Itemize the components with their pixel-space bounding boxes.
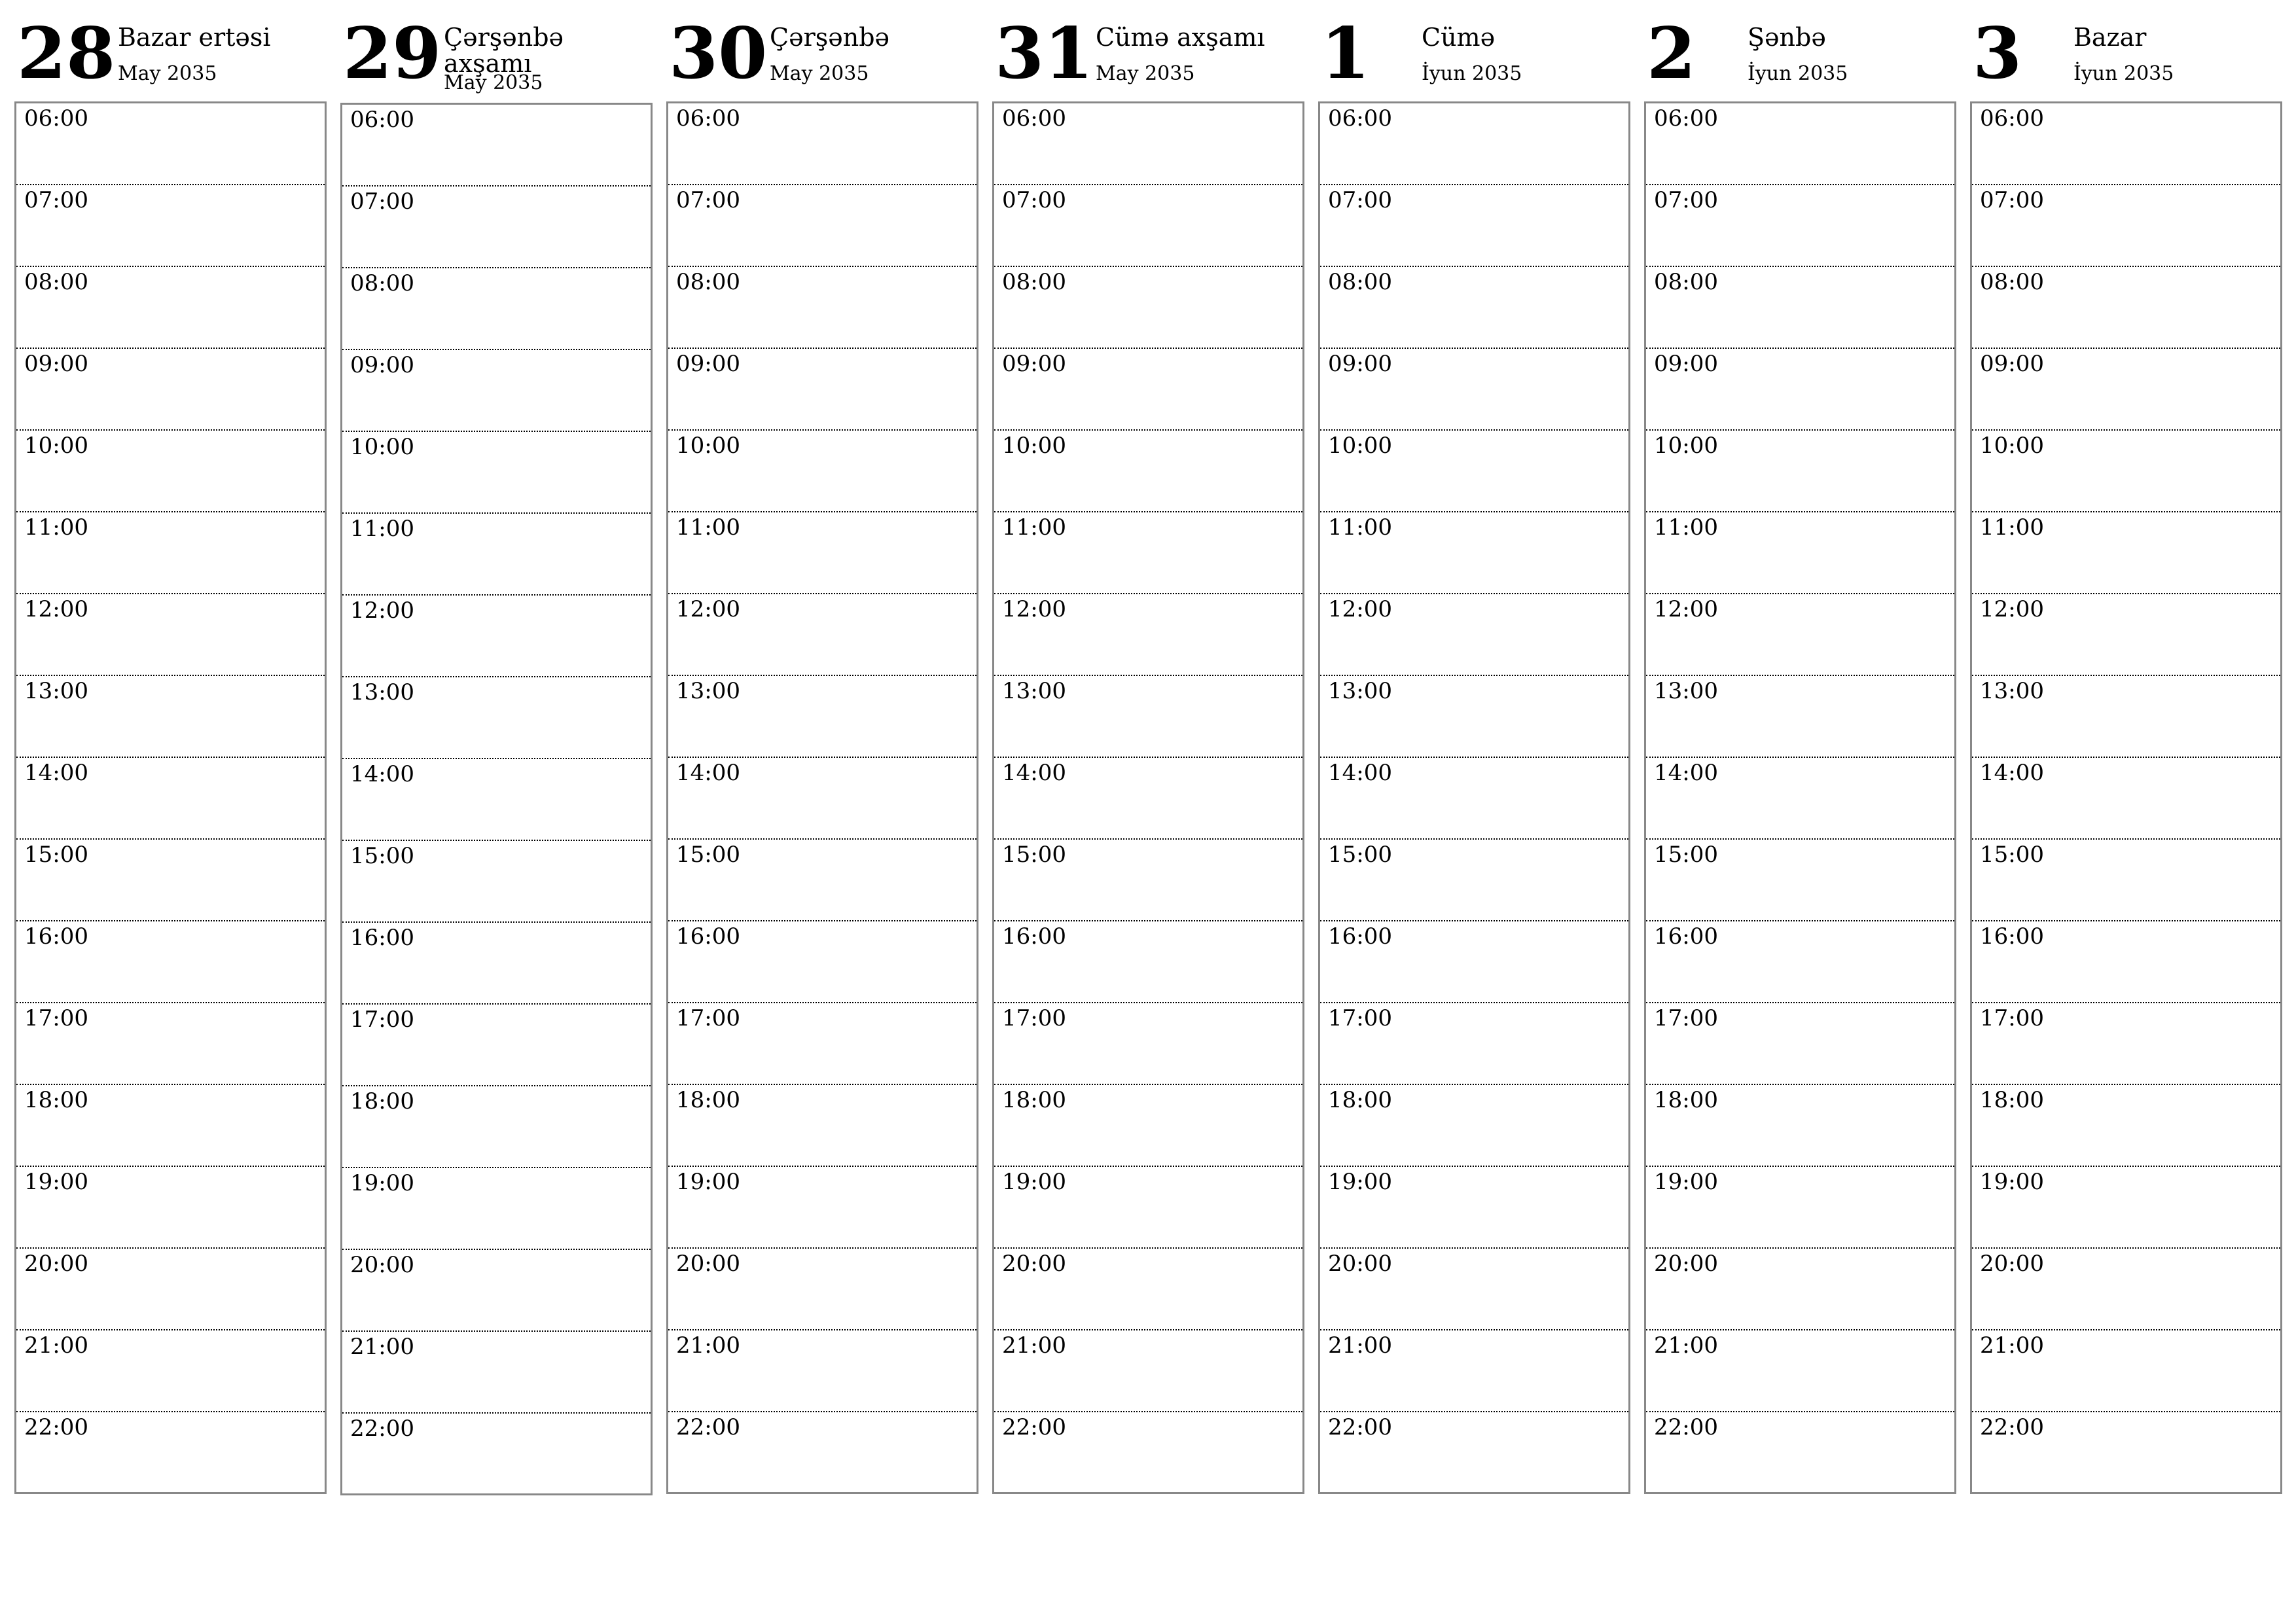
hour-slot[interactable] [1972, 185, 2280, 267]
time-label: 11:00 [1654, 514, 1718, 541]
hour-slot[interactable] [342, 350, 651, 432]
time-label: 11:00 [350, 516, 414, 542]
time-label: 12:00 [1654, 596, 1718, 622]
hour-slot[interactable] [1646, 185, 1954, 267]
time-label: 10:00 [1654, 433, 1718, 459]
hour-slot[interactable] [994, 267, 1302, 349]
hour-slot[interactable] [1972, 676, 2280, 758]
hour-slot[interactable] [668, 185, 977, 267]
hour-slot[interactable] [1320, 185, 1628, 267]
day-column [666, 0, 980, 1505]
hour-slot[interactable] [668, 1003, 977, 1085]
time-label: 14:00 [676, 760, 740, 786]
time-label: 08:00 [1654, 269, 1718, 295]
time-label: 22:00 [1980, 1414, 2044, 1440]
time-label: 17:00 [1002, 1005, 1066, 1031]
time-label: 15:00 [1980, 842, 2044, 868]
hour-slot[interactable] [994, 840, 1302, 921]
time-label: 07:00 [1002, 187, 1066, 213]
time-label: 22:00 [676, 1414, 740, 1440]
day-column [14, 0, 329, 1505]
time-label: 18:00 [1328, 1087, 1392, 1113]
hour-slot[interactable] [1972, 1003, 2280, 1085]
hour-slot[interactable] [1320, 349, 1628, 431]
hour-slot[interactable] [1320, 758, 1628, 840]
hour-grid [1644, 101, 1956, 1494]
time-label: 11:00 [1002, 514, 1066, 541]
time-label: 22:00 [24, 1414, 88, 1440]
day-month: İyun 2035 [1422, 62, 1522, 85]
hour-slot[interactable] [1646, 921, 1954, 1003]
time-label: 21:00 [24, 1332, 88, 1359]
time-label: 18:00 [24, 1087, 88, 1113]
hour-slot[interactable] [1972, 840, 2280, 921]
time-label: 16:00 [1980, 923, 2044, 950]
hour-slot[interactable] [1972, 1085, 2280, 1167]
hour-slot[interactable] [668, 1249, 977, 1330]
hour-slot[interactable] [1646, 1003, 1954, 1085]
hour-slot[interactable] [1972, 1167, 2280, 1249]
hour-slot[interactable] [994, 676, 1302, 758]
time-label: 13:00 [1002, 678, 1066, 704]
time-label: 15:00 [24, 842, 88, 868]
hour-slot[interactable] [994, 1330, 1302, 1412]
time-label: 10:00 [1002, 433, 1066, 459]
time-label: 15:00 [350, 843, 414, 869]
hour-slot[interactable] [342, 268, 651, 350]
time-label: 20:00 [1654, 1251, 1718, 1277]
time-label: 20:00 [350, 1252, 414, 1278]
hour-slot[interactable] [994, 921, 1302, 1003]
day-number: 28 [17, 12, 116, 95]
time-label: 21:00 [1654, 1332, 1718, 1359]
time-label: 21:00 [350, 1334, 414, 1360]
hour-slot[interactable] [342, 514, 651, 596]
day-name: Şənbə [1748, 23, 1826, 52]
hour-slot[interactable] [1320, 921, 1628, 1003]
hour-slot[interactable] [668, 349, 977, 431]
time-label: 12:00 [676, 596, 740, 622]
hour-slot[interactable] [1972, 758, 2280, 840]
hour-slot[interactable] [1646, 349, 1954, 431]
day-number: 30 [669, 12, 768, 95]
time-label: 14:00 [24, 760, 88, 786]
hour-slot[interactable] [16, 185, 325, 267]
day-month: May 2035 [770, 62, 869, 85]
time-label: 06:00 [676, 105, 740, 132]
hour-slot[interactable] [1320, 1412, 1628, 1494]
time-label: 19:00 [1980, 1169, 2044, 1195]
time-label: 18:00 [1002, 1087, 1066, 1113]
time-label: 13:00 [24, 678, 88, 704]
hour-slot[interactable] [1646, 840, 1954, 921]
day-number: 3 [1973, 12, 2022, 95]
time-label: 18:00 [1980, 1087, 2044, 1113]
hour-slot[interactable] [1646, 1167, 1954, 1249]
time-label: 21:00 [1328, 1332, 1392, 1359]
day-header [1318, 0, 1632, 98]
time-label: 06:00 [1654, 105, 1718, 132]
time-label: 16:00 [24, 923, 88, 950]
time-label: 16:00 [1328, 923, 1392, 950]
time-label: 08:00 [1002, 269, 1066, 295]
hour-slot[interactable] [342, 1332, 651, 1414]
time-label: 07:00 [1328, 187, 1392, 213]
time-label: 08:00 [676, 269, 740, 295]
hour-slot[interactable] [994, 1167, 1302, 1249]
hour-slot[interactable] [1972, 349, 2280, 431]
time-label: 17:00 [1328, 1005, 1392, 1031]
hour-slot[interactable] [16, 431, 325, 512]
time-label: 11:00 [1980, 514, 2044, 541]
hour-slot[interactable] [342, 923, 651, 1005]
time-label: 06:00 [1002, 105, 1066, 132]
hour-slot[interactable] [16, 103, 325, 185]
hour-slot[interactable] [1972, 1249, 2280, 1330]
hour-slot[interactable] [1646, 676, 1954, 758]
day-name: Bazar ertəsi [118, 23, 271, 52]
time-label: 09:00 [1002, 351, 1066, 377]
day-name: Çərşənbə axşamı [444, 23, 564, 78]
hour-slot[interactable] [16, 1412, 325, 1494]
time-label: 20:00 [1980, 1251, 2044, 1277]
hour-slot[interactable] [1320, 1167, 1628, 1249]
time-label: 08:00 [350, 270, 414, 296]
hour-slot[interactable] [668, 676, 977, 758]
day-name: Cümə axşamı [1096, 23, 1265, 52]
time-label: 13:00 [1328, 678, 1392, 704]
time-label: 13:00 [350, 679, 414, 705]
hour-slot[interactable] [1972, 512, 2280, 594]
day-number: 2 [1647, 12, 1696, 95]
hour-slot[interactable] [668, 103, 977, 185]
hour-slot[interactable] [1646, 512, 1954, 594]
hour-slot[interactable] [1320, 1249, 1628, 1330]
hour-slot[interactable] [994, 185, 1302, 267]
day-month: May 2035 [1096, 62, 1195, 85]
time-label: 06:00 [1328, 105, 1392, 132]
time-label: 20:00 [1328, 1251, 1392, 1277]
time-label: 09:00 [350, 352, 414, 378]
hour-slot[interactable] [668, 1412, 977, 1494]
time-label: 18:00 [350, 1088, 414, 1115]
hour-slot[interactable] [1646, 1330, 1954, 1412]
hour-grid [340, 103, 653, 1495]
hour-slot[interactable] [1646, 1085, 1954, 1167]
time-label: 17:00 [676, 1005, 740, 1031]
hour-slot[interactable] [342, 432, 651, 514]
day-name: Çərşənbə [770, 23, 890, 52]
hour-grid [666, 101, 978, 1494]
hour-slot[interactable] [1972, 431, 2280, 512]
time-label: 10:00 [676, 433, 740, 459]
hour-slot[interactable] [342, 677, 651, 759]
time-label: 13:00 [1654, 678, 1718, 704]
time-label: 07:00 [350, 188, 414, 215]
hour-slot[interactable] [668, 512, 977, 594]
hour-slot[interactable] [1972, 103, 2280, 185]
time-label: 15:00 [1002, 842, 1066, 868]
hour-slot[interactable] [342, 1414, 651, 1495]
time-label: 11:00 [1328, 514, 1392, 541]
day-header [340, 0, 655, 98]
hour-slot[interactable] [1972, 267, 2280, 349]
day-month: May 2035 [118, 62, 217, 85]
time-label: 10:00 [1980, 433, 2044, 459]
day-column [1970, 0, 2284, 1505]
time-label: 16:00 [1654, 923, 1718, 950]
day-name: Cümə [1422, 23, 1496, 52]
time-label: 21:00 [676, 1332, 740, 1359]
hour-slot[interactable] [342, 759, 651, 841]
hour-slot[interactable] [342, 841, 651, 923]
day-month: İyun 2035 [2073, 62, 2174, 85]
hour-slot[interactable] [668, 1085, 977, 1167]
hour-slot[interactable] [16, 1330, 325, 1412]
hour-slot[interactable] [342, 1005, 651, 1086]
day-number: 31 [995, 12, 1094, 95]
time-label: 07:00 [1980, 187, 2044, 213]
hour-slot[interactable] [668, 594, 977, 676]
hour-slot[interactable] [16, 1249, 325, 1330]
time-label: 18:00 [1654, 1087, 1718, 1113]
hour-slot[interactable] [1320, 594, 1628, 676]
time-label: 14:00 [1328, 760, 1392, 786]
hour-slot[interactable] [1646, 758, 1954, 840]
time-label: 20:00 [676, 1251, 740, 1277]
time-label: 14:00 [350, 761, 414, 787]
time-label: 19:00 [350, 1170, 414, 1196]
time-label: 06:00 [24, 105, 88, 132]
hour-slot[interactable] [994, 758, 1302, 840]
hour-slot[interactable] [16, 267, 325, 349]
hour-slot[interactable] [16, 676, 325, 758]
time-label: 08:00 [1328, 269, 1392, 295]
hour-slot[interactable] [668, 431, 977, 512]
hour-slot[interactable] [1972, 921, 2280, 1003]
hour-slot[interactable] [1646, 267, 1954, 349]
time-label: 08:00 [24, 269, 88, 295]
hour-slot[interactable] [668, 840, 977, 921]
time-label: 16:00 [350, 925, 414, 951]
time-label: 16:00 [676, 923, 740, 950]
time-label: 07:00 [24, 187, 88, 213]
hour-slot[interactable] [1320, 676, 1628, 758]
hour-slot[interactable] [1320, 1085, 1628, 1167]
hour-grid [1318, 101, 1630, 1494]
time-label: 06:00 [1980, 105, 2044, 132]
time-label: 12:00 [24, 596, 88, 622]
hour-slot[interactable] [668, 758, 977, 840]
time-label: 10:00 [1328, 433, 1392, 459]
time-label: 19:00 [1328, 1169, 1392, 1195]
hour-slot[interactable] [342, 596, 651, 677]
time-label: 15:00 [1654, 842, 1718, 868]
time-label: 17:00 [1980, 1005, 2044, 1031]
hour-slot[interactable] [1320, 103, 1628, 185]
hour-grid [1970, 101, 2282, 1494]
hour-grid [992, 101, 1304, 1494]
day-column [340, 0, 655, 1505]
time-label: 21:00 [1002, 1332, 1066, 1359]
hour-slot[interactable] [16, 758, 325, 840]
time-label: 09:00 [24, 351, 88, 377]
hour-slot[interactable] [1320, 1330, 1628, 1412]
time-label: 20:00 [1002, 1251, 1066, 1277]
hour-slot[interactable] [994, 431, 1302, 512]
hour-slot[interactable] [668, 921, 977, 1003]
time-label: 19:00 [24, 1169, 88, 1195]
hour-slot[interactable] [16, 594, 325, 676]
time-label: 22:00 [1654, 1414, 1718, 1440]
hour-slot[interactable] [342, 1250, 651, 1332]
time-label: 17:00 [1654, 1005, 1718, 1031]
time-label: 08:00 [1980, 269, 2044, 295]
hour-slot[interactable] [1320, 840, 1628, 921]
day-name: Bazar [2073, 23, 2147, 52]
time-label: 14:00 [1654, 760, 1718, 786]
time-label: 15:00 [676, 842, 740, 868]
hour-slot[interactable] [16, 840, 325, 921]
time-label: 21:00 [1980, 1332, 2044, 1359]
hour-slot[interactable] [994, 1249, 1302, 1330]
day-header [1644, 0, 1958, 98]
hour-slot[interactable] [668, 267, 977, 349]
day-column [1318, 0, 1632, 1505]
day-column [1644, 0, 1958, 1505]
hour-slot[interactable] [16, 1003, 325, 1085]
time-label: 13:00 [676, 678, 740, 704]
day-header [666, 0, 980, 98]
time-label: 06:00 [350, 107, 414, 133]
hour-slot[interactable] [994, 594, 1302, 676]
time-label: 09:00 [1654, 351, 1718, 377]
hour-slot[interactable] [16, 1085, 325, 1167]
time-label: 12:00 [1328, 596, 1392, 622]
hour-slot[interactable] [342, 1168, 651, 1250]
time-label: 07:00 [676, 187, 740, 213]
time-label: 22:00 [350, 1416, 414, 1442]
time-label: 14:00 [1002, 760, 1066, 786]
time-label: 15:00 [1328, 842, 1392, 868]
time-label: 10:00 [350, 434, 414, 460]
hour-slot[interactable] [16, 921, 325, 1003]
time-label: 09:00 [1980, 351, 2044, 377]
hour-slot[interactable] [16, 349, 325, 431]
hour-slot[interactable] [994, 103, 1302, 185]
hour-slot[interactable] [1320, 431, 1628, 512]
time-label: 12:00 [1980, 596, 2044, 622]
hour-slot[interactable] [1972, 1330, 2280, 1412]
hour-slot[interactable] [1972, 1412, 2280, 1494]
time-label: 14:00 [1980, 760, 2044, 786]
hour-slot[interactable] [994, 1085, 1302, 1167]
hour-slot[interactable] [1646, 1412, 1954, 1494]
day-month: May 2035 [444, 71, 543, 94]
hour-slot[interactable] [1646, 594, 1954, 676]
hour-slot[interactable] [342, 187, 651, 268]
hour-slot[interactable] [1646, 103, 1954, 185]
hour-slot[interactable] [1972, 594, 2280, 676]
time-label: 22:00 [1002, 1414, 1066, 1440]
hour-slot[interactable] [668, 1167, 977, 1249]
hour-slot[interactable] [1320, 512, 1628, 594]
time-label: 11:00 [24, 514, 88, 541]
hour-slot[interactable] [994, 1003, 1302, 1085]
hour-slot[interactable] [668, 1330, 977, 1412]
hour-slot[interactable] [1646, 1249, 1954, 1330]
time-label: 16:00 [1002, 923, 1066, 950]
time-label: 19:00 [1654, 1169, 1718, 1195]
time-label: 12:00 [1002, 596, 1066, 622]
time-label: 09:00 [1328, 351, 1392, 377]
hour-slot[interactable] [994, 349, 1302, 431]
time-label: 13:00 [1980, 678, 2044, 704]
hour-slot[interactable] [1320, 1003, 1628, 1085]
time-label: 09:00 [676, 351, 740, 377]
time-label: 20:00 [24, 1251, 88, 1277]
hour-grid [14, 101, 327, 1494]
hour-slot[interactable] [16, 1167, 325, 1249]
time-label: 07:00 [1654, 187, 1718, 213]
hour-slot[interactable] [342, 105, 651, 187]
day-header [992, 0, 1306, 98]
day-column [992, 0, 1306, 1505]
day-month: İyun 2035 [1748, 62, 1848, 85]
time-label: 12:00 [350, 597, 414, 624]
time-label: 19:00 [1002, 1169, 1066, 1195]
hour-slot[interactable] [16, 512, 325, 594]
day-number: 1 [1321, 12, 1371, 95]
hour-slot[interactable] [1320, 267, 1628, 349]
time-label: 22:00 [1328, 1414, 1392, 1440]
time-label: 11:00 [676, 514, 740, 541]
hour-slot[interactable] [994, 1412, 1302, 1494]
time-label: 17:00 [24, 1005, 88, 1031]
hour-slot[interactable] [342, 1086, 651, 1168]
day-number: 29 [343, 12, 442, 95]
day-header [1970, 0, 2284, 98]
hour-slot[interactable] [994, 512, 1302, 594]
time-label: 18:00 [676, 1087, 740, 1113]
day-header [14, 0, 329, 98]
time-label: 19:00 [676, 1169, 740, 1195]
time-label: 17:00 [350, 1007, 414, 1033]
hour-slot[interactable] [1646, 431, 1954, 512]
time-label: 10:00 [24, 433, 88, 459]
